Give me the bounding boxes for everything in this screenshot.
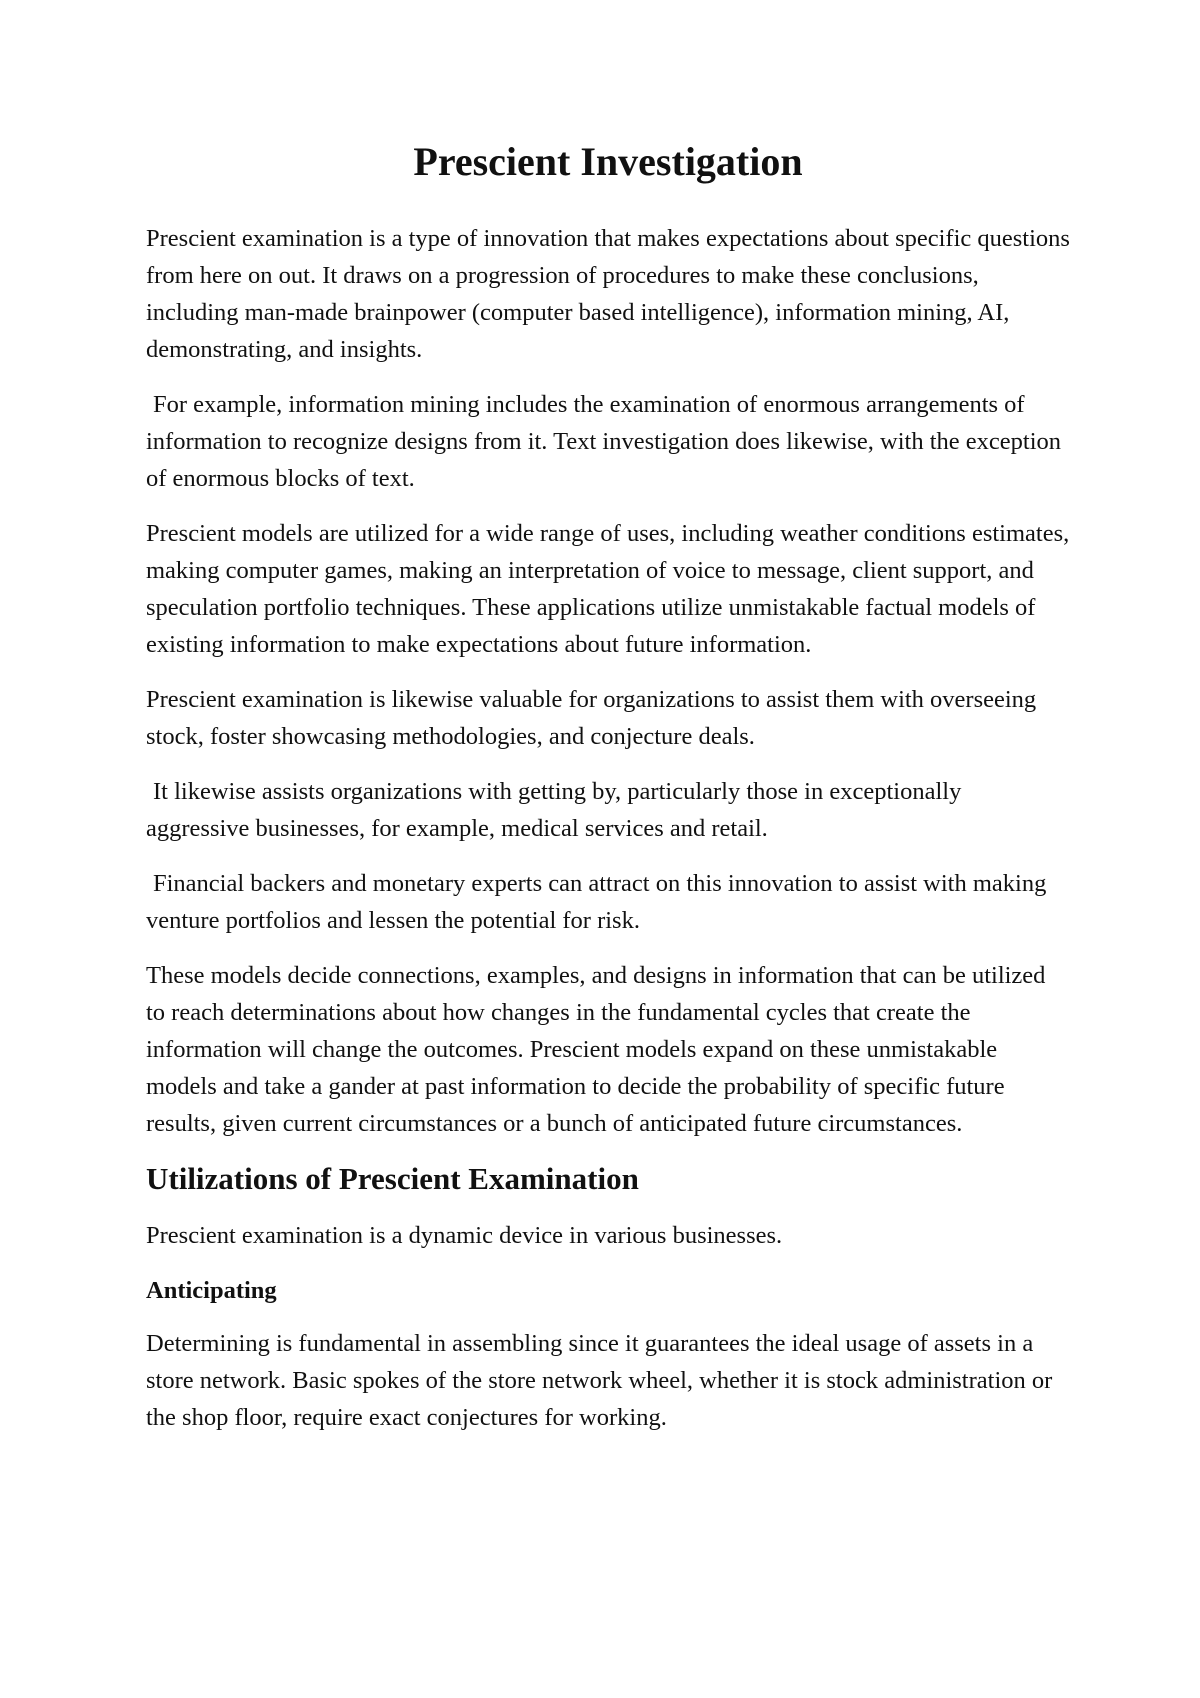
paragraph-businesses: It likewise assists organizations with getting by, particularly those in exceptionally aggressive businesses, for example, medical services and retail. — [146, 778, 962, 842]
paragraph-models: These models decide connections, examples, and designs in information that can be utilized to reach determinations about how changes in the fundamental cycles that create the information will change the outcomes. Prescient models expand on these unmistakable models and take a gander at past information to decide the probability of specific future results, given current circumstances or a bunch of anticipated future circumstances. — [146, 962, 1046, 1137]
paragraph-example: For example, information mining includes the examination of enormous arrangements of information to recognize designs from it. Text investigation does likewise, with the exception of enormous blocks of text. — [146, 391, 1062, 492]
paragraph-organizations: Prescient examination is likewise valuable for organizations to assist them with overseeing stock, foster showcasing methodologies, and conjecture deals. — [146, 686, 1037, 750]
section-body: Determining is fundamental in assembling since it guarantees the ideal usage of assets in a store network. Basic spokes of the store network wheel, whether it is stock administration or the shop floor, require exact conjectures for working. — [146, 1330, 1053, 1432]
document-body — [146, 138, 1070, 1454]
section-heading: Utilizations of Prescient Examination — [146, 1161, 639, 1196]
paragraph-intro: Prescient examination is a type of innovation that makes expectations about specific questions from here on out. It draws on a progression of procedures to make these conclusions, including man-made brainpower (computer based intelligence), information mining, AI, demonstrating, and insights. — [146, 225, 1070, 363]
section-intro: Prescient examination is a dynamic device in various businesses. — [146, 1222, 783, 1250]
paragraph-investors: Financial backers and monetary experts can attract on this innovation to assist with making venture portfolios and lessen the potential for risk. — [146, 870, 1047, 934]
section-subheading: Anticipating — [146, 1277, 277, 1305]
page-title: Prescient Investigation — [413, 139, 803, 184]
paragraph-uses: Prescient models are utilized for a wide range of uses, including weather conditions estimates, making computer games, making an interpretation of voice to message, client support, and speculation portfolio techniques. These applications utilize unmistakable factual models of existing information to make expectations about future information. — [146, 520, 1070, 658]
